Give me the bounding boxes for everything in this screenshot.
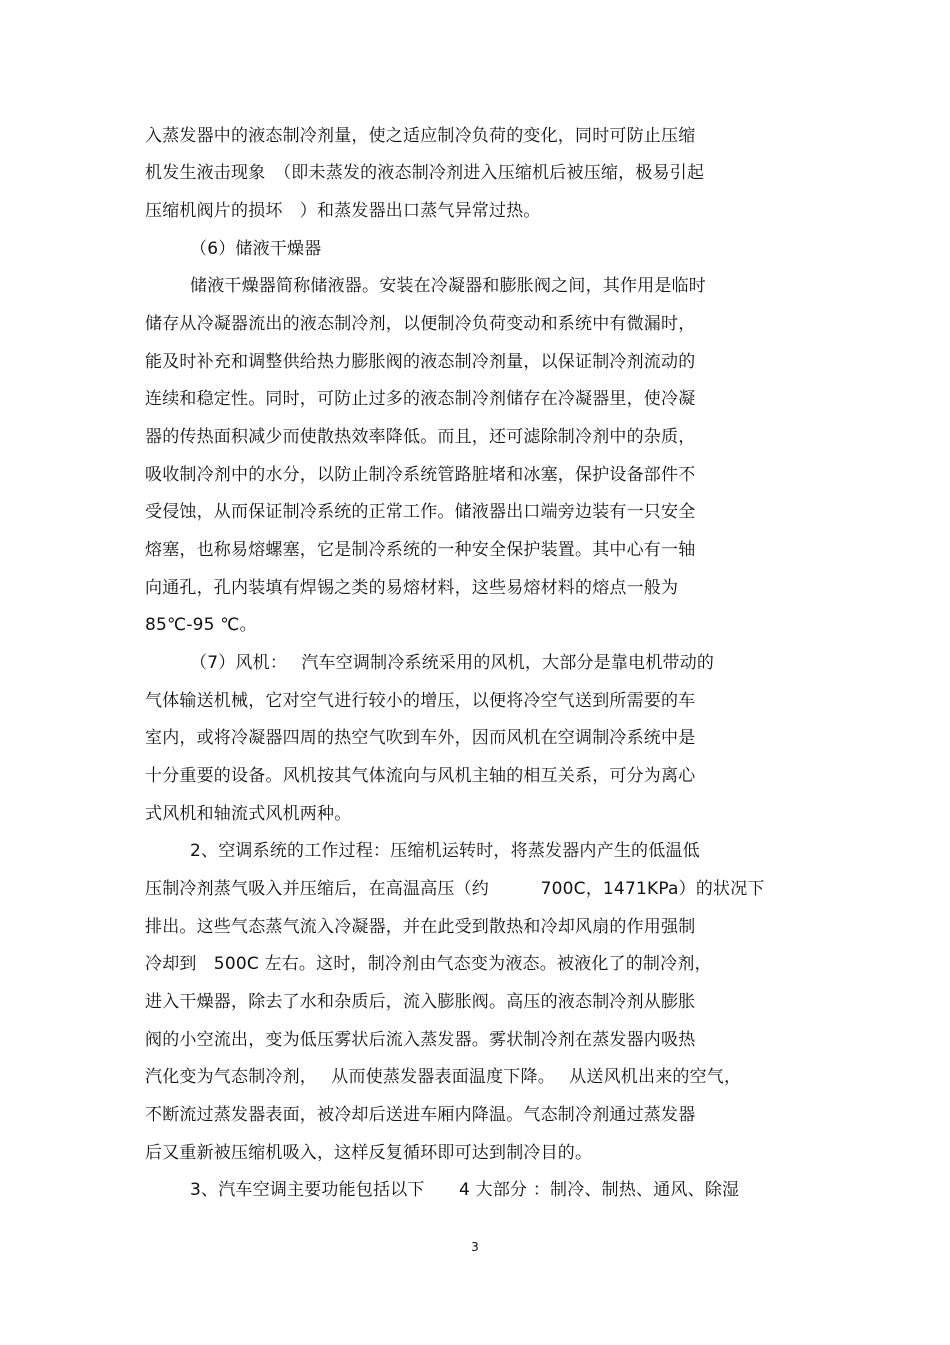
text-line: 受侵蚀，从而保证制冷系统的正常工作。储液器出口端旁边装有一只安全 — [145, 502, 696, 522]
text-line: 室内，或将冷凝器四周的热空气吹到车外，因而风机在空调制冷系统中是 — [145, 728, 696, 748]
text-line: 向通孔，孔内装填有焊锡之类的易熔材料，这些易熔材料的熔点一般为 — [145, 578, 679, 598]
section-heading-3: 3、汽车空调主要功能包括以下 4 大部分 ：制冷、制热、通风、除湿 — [190, 1180, 740, 1200]
text-line: 阀的小空流出，变为低压雾状后流入蒸发器。雾状制冷剂在蒸发器内吸热 — [145, 1030, 696, 1050]
text-line: 气体输送机械，它对空气进行较小的增压，以便将冷空气送到所需要的车 — [145, 691, 696, 711]
text-line: 式风机和轴流式风机两种。 — [145, 804, 352, 824]
section-heading-7: （7）风机： 汽车空调制冷系统采用的风机，大部分是靠电机带动的 — [190, 653, 715, 673]
text-line: 储液干燥器简称储液器。安装在冷凝器和膨胀阀之间，其作用是临时 — [190, 276, 706, 296]
text-line: 机发生液击现象 （即未蒸发的液态制冷剂进入压缩机后被压缩，极易引起 — [145, 163, 705, 183]
text-line: 十分重要的设备。风机按其气体流向与风机主轴的相互关系，可分为离心 — [145, 766, 696, 786]
text-line: 后又重新被压缩机吸入，这样反复循环即可达到制冷目的。 — [145, 1143, 593, 1163]
text-line: 连续和稳定性。同时，可防止过多的液态制冷剂储存在冷凝器里，使冷凝 — [145, 389, 696, 409]
text-line: 入蒸发器中的液态制冷剂量，使之适应制冷负荷的变化，同时可防止压缩 — [145, 126, 696, 146]
page-number: 3 — [471, 1240, 479, 1254]
section-heading-2: 2、空调系统的工作过程：压缩机运转时，将蒸发器内产生的低温低 — [190, 841, 700, 861]
text-line: 熔塞，也称易熔螺塞，它是制冷系统的一种安全保护装置。其中心有一轴 — [145, 540, 696, 560]
text-line: 压制冷剂蒸气吸入并压缩后，在高温高压（约 700C，1471KPa）的状况下 — [145, 879, 765, 899]
text-line: 进入干燥器，除去了水和杂质后，流入膨胀阀。高压的液态制冷剂从膨胀 — [145, 992, 696, 1012]
text-line: 压缩机阀片的损坏 ）和蒸发器出口蒸气异常过热。 — [145, 201, 541, 221]
text-line: 不断流过蒸发器表面，被冷却后送进车厢内降温。气态制冷剂通过蒸发器 — [145, 1105, 696, 1125]
text-line: 冷却到 500C 左右。这时，制冷剂由气态变为液态。被液化了的制冷剂， — [145, 954, 712, 974]
text-line: 85℃-95 ℃。 — [145, 615, 257, 635]
text-line: 储存从冷凝器流出的液态制冷剂，以便制冷负荷变动和系统中有微漏时， — [145, 314, 696, 334]
section-heading-6: （6）储液干燥器 — [190, 239, 322, 259]
text-line: 能及时补充和调整供给热力膨胀阀的液态制冷剂量，以保证制冷剂流动的 — [145, 352, 696, 372]
text-line: 排出。这些气态蒸气流入冷凝器，并在此受到散热和冷却风扇的作用强制 — [145, 917, 696, 937]
text-line: 器的传热面积减少而使散热效率降低。而且，还可滤除制冷剂中的杂质， — [145, 427, 696, 447]
text-line: 汽化变为气态制冷剂， 从而使蒸发器表面温度下降。 从送风机出来的空气， — [145, 1067, 742, 1087]
text-line: 吸收制冷剂中的水分，以防止制冷系统管路脏堵和冰塞，保护设备部件不 — [145, 465, 696, 485]
